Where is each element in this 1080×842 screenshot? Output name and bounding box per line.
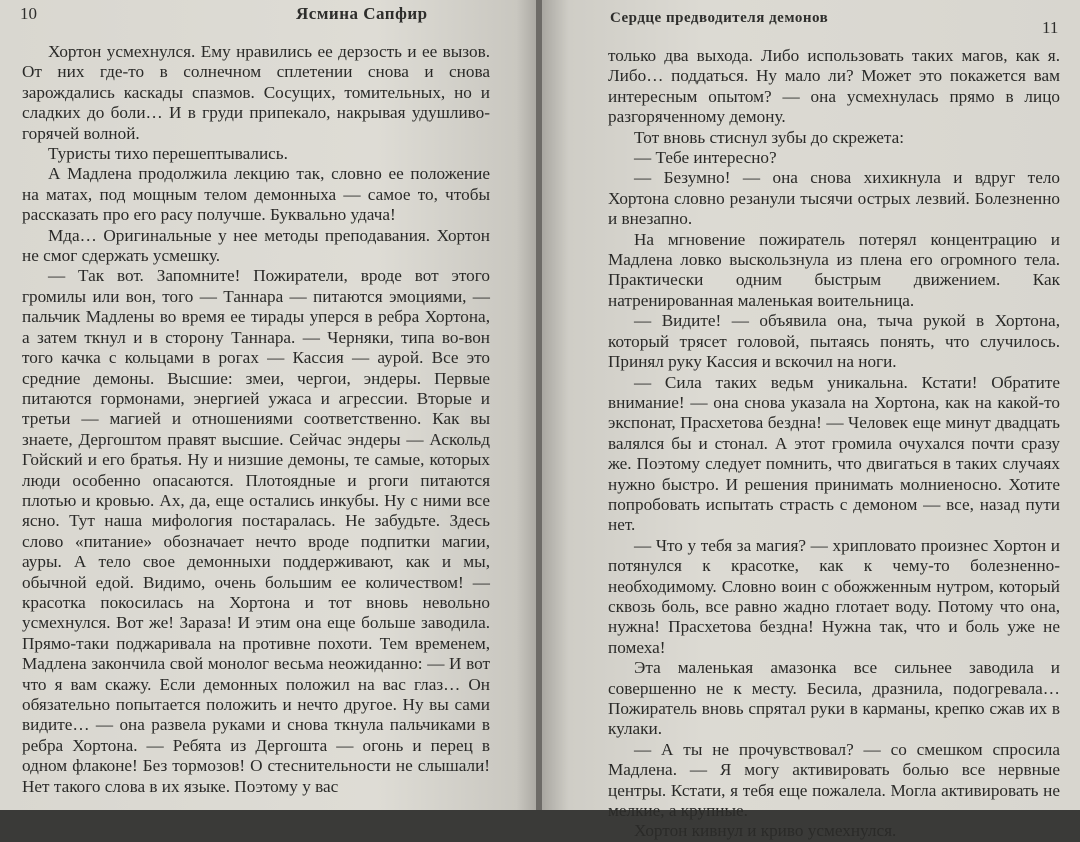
paragraph: — Тебе интересно? (634, 148, 777, 168)
left-page-text (22, 42, 490, 797)
right-page-number: 11 (1042, 18, 1059, 37)
paragraph: Эта маленькая амазонка все сильнее заводила и совершенно не к месту. Бесила, дразнила, подогревала… Пожиратель вновь спрятал руки в карманы, крепко сжав их в кулаки. (608, 658, 1060, 739)
left-page-number: 10 (20, 4, 37, 23)
paragraph: — Так вот. Запомните! Пожиратели, вроде вот этого громилы или вон, того — Таннара — питаются эмоциями, — пальчик Мадлены во время ее тирады уперся в ребра Хортона, а затем ткнул и в сторону Таннара. — Черняки, типа во-вон того качка с кольцами в рогах — Кассия — аурой. Все это средние демоны. Высшие: змеи, чергои, эндеры. Первые питаются гормонами, энергией ужаса и агрессии. Вторые и третьи — магией и отношениями соответственно. Как вы знаете, Дергоштом правят высшие. Сейчас эндеры — Аскольд Гойский и его братья. Ну и низшие демоны, те самые, которых люди особенно опасаются. Плотоядные и ргоги питаются плотью и кровью. Ах, да, еще остались инкубы. Ну с ними все ясно. Тут наша мифология постаралась. Не забудьте. Здесь слово «питание» обозначает нечто вроде подпитки магии, ауры. А тело свое демонныхи поддерживают, как и мы, обычной едой. Видимо, очень большим ее количеством! — красотка покосилась на Хортона и тот вновь невольно усмехнулся. Вот же! Зараза! И этим она еще больше заводила. Прямо-таки поджаривала на противне похоти. Тем временем, Мадлена закончила свой монолог весьма неожиданно: — И вот что я вам скажу. Если демонных положил на вас глаз… Он обязательно попытается положить и нечто другое. Ну вы сами видите… — она развела руками и снова ткнула пальчиками в ребра Хортона. — Ребята из Дергошта — огонь и перец в одном флаконе! Без тормозов! О стеснительности не слышали! Нет такого слова в их языке. Поэтому у вас (22, 266, 490, 796)
paragraph: — А ты не прочувствовал? — со смешком спросила Мадлена. — Я могу активировать болью все нервные центры. Кстати, я тебя еще пожалела. Могла активировать не мелкие, а крупные. (608, 739, 1060, 821)
left-page (0, 0, 538, 810)
paragraph: А Мадлена продолжила лекцию так, словно ее положение на матах, под мощным телом демонныха — самое то, чтобы рассказать про его расу получше. Буквально удача! (22, 164, 490, 225)
paragraph: — Безумно! — она снова хихикнула и вдруг тело Хортона словно резанули тысячи острых лезвий. Болезненно и внезапно. (608, 168, 1060, 229)
right-page (542, 0, 1080, 841)
paragraph: — Сила таких ведьм уникальна. Кстати! Обратите внимание! — она снова указала на Хортона, как на какой-то экспонат, Прасхетова бездна! — Человек еще минут двадцать валялся бы и стонал. А этот громила очухался почти сразу же. Поэтому следует помнить, что двигаться в таких случаях нужно быстро. И решения принимать молниеносно. Хотите попробовать испытать страсть с демоном — все, назад пути нет. (608, 372, 1060, 535)
paragraph: Хортон кивнул и криво усмехнулся. (634, 821, 897, 841)
paragraph: Хортон усмехнулся. Ему нравились ее дерзость и ее вызов. От них где-то в солнечном сплетении снова и снова зарождались каскады спазмов. Сосущих, томительных, но и сладких до боли… И в груди припекало, накрывая удушливо-горячей волной. (22, 42, 490, 143)
paragraph: — Видите! — объявила она, тыча рукой в Хортона, который трясет головой, пытаясь понять, что случилось. Принял руку Кассия и вскочил на ноги. (608, 311, 1060, 372)
left-running-head: Ясмина Сапфир (296, 4, 428, 23)
paragraph: Мда… Оригинальные у нее методы преподавания. Хортон не смог сдержать усмешку. (22, 225, 490, 266)
right-running-head: Сердце предводителя демонов (610, 10, 829, 26)
paragraph: На мгновение пожиратель потерял концентрацию и Мадлена ловко выскользнула из плена его огромного тела. Практически одним быстрым движением. Как натренированная маленькая воительница. (608, 229, 1060, 310)
right-page-text (608, 46, 1060, 842)
paragraph: Туристы тихо перешептывались. (48, 144, 288, 164)
paragraph: — Что у тебя за магия? — хрипловато произнес Хортон и потянулся к красотке, как к чему-то болезненно-необходимому. Словно воин с обожженным нутром, который сквозь боль, все равно жадно глотает воду. Потому что она, нужна! Прасхетова бездна! Нужна так, что и боль уже не помеха! (608, 535, 1060, 657)
paragraph: Тот вновь стиснул зубы до скрежета: (634, 127, 905, 147)
paragraph: только два выхода. Либо использовать таких магов, как я. Либо… поддаться. Ну мало ли? Может это покажется вам интересным опытом? — она усмехнулась прямо в лицо разгоряченному демону. (608, 46, 1060, 127)
